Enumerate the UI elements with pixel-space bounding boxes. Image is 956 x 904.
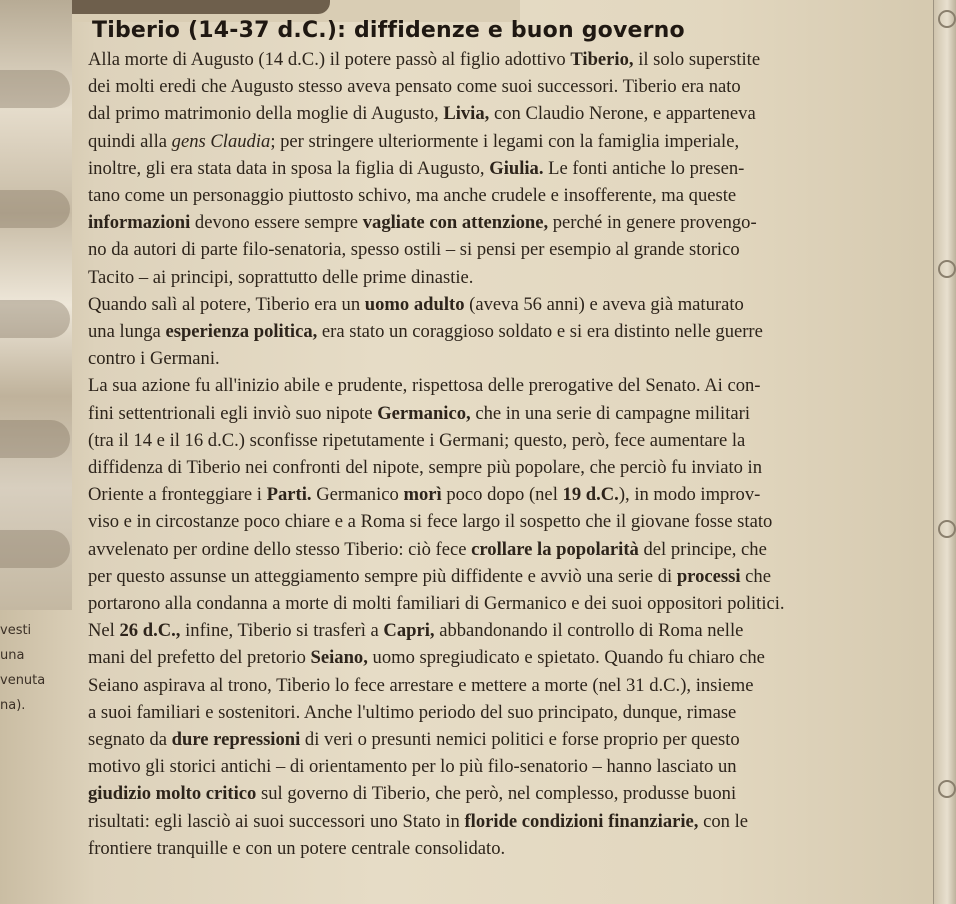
text-line <box>88 291 910 318</box>
text-line <box>88 46 910 73</box>
text-run: inoltre, gli era stata data in sposa la figlia di Augusto, <box>88 157 490 179</box>
sculpture-fold <box>0 530 70 568</box>
text-line <box>88 808 910 835</box>
margin-note-line: na). <box>0 698 26 713</box>
text-line <box>88 372 910 399</box>
text-line <box>88 508 910 535</box>
text-run: poco dopo (nel <box>441 484 563 506</box>
text-line <box>88 672 910 699</box>
text-line <box>88 100 910 127</box>
text-run: Oriente a fronteggiare i <box>88 484 267 506</box>
spiral-ring-icon <box>938 780 956 798</box>
bold-term: Tiberio, <box>570 49 634 70</box>
text-line <box>88 128 910 155</box>
text-run: di veri o presunti nemici politici e forse proprio per questo <box>300 729 740 751</box>
text-run: segnato da <box>88 729 172 751</box>
text-run: che <box>740 565 771 587</box>
bold-term: Germanico, <box>377 402 471 424</box>
text-run: Germanico <box>311 484 404 506</box>
bold-term: giudizio molto critico <box>88 783 257 805</box>
section-title: Tiberio (14-37 d.C.): diffidenze e buon governo <box>92 18 685 43</box>
margin-note-line: una <box>0 648 25 663</box>
text-run: del principe, che <box>638 538 767 560</box>
text-run: era stato un coraggioso soldato e si era distinto nelle guerre <box>317 321 763 343</box>
text-run: Le fonti antiche lo presen- <box>543 157 745 179</box>
text-line <box>88 536 910 563</box>
spiral-ring-icon <box>938 520 956 538</box>
text-line <box>88 481 910 508</box>
text-run: Alla morte di Augusto (14 d.C.) il potere passò al figlio adottivo <box>88 49 571 70</box>
bold-term: informazioni <box>88 212 191 234</box>
bold-term: floride condizioni finanziarie, <box>464 810 699 832</box>
bold-term: processi <box>676 565 741 587</box>
bold-term: dure repressioni <box>171 729 301 751</box>
text-run: per questo assunse un atteggiamento sempre più diffidente e avviò una serie di <box>88 565 677 587</box>
text-run: viso e in circostanze poco chiare e a Roma si fece largo il sospetto che il giovane fosse stato <box>88 511 773 533</box>
text-line <box>88 590 910 617</box>
text-line <box>88 454 910 481</box>
text-line <box>88 318 910 345</box>
margin-note <box>0 618 46 718</box>
text-run: Seiano aspirava al trono, Tiberio lo fece arrestare e mettere a morte (nel 31 d.C.), insieme <box>88 674 754 696</box>
bold-term: Seiano, <box>310 647 368 669</box>
bold-term: Giulia. <box>489 157 544 179</box>
text-run: Quando salì al potere, Tiberio era un <box>88 293 365 315</box>
text-run: che in una serie di campagne militari <box>470 402 750 424</box>
text-line <box>88 182 910 209</box>
bold-term: Livia, <box>443 103 490 125</box>
bold-term: morì <box>403 484 442 506</box>
text-run: a suoi familiari e sostenitori. Anche l'ultimo periodo del suo principato, dunque, rimase <box>88 701 737 723</box>
text-line <box>88 726 910 753</box>
text-run: con Claudio Nerone, e apparteneva <box>489 103 756 125</box>
text-run: tano come un personaggio piuttosto schivo, ma anche crudele e insofferente, ma queste <box>88 185 737 207</box>
text-run: il solo superstite <box>633 49 761 70</box>
sculpture-fold <box>0 190 70 228</box>
text-line <box>88 345 910 372</box>
margin-note-line: vesti <box>0 623 32 638</box>
text-run: La sua azione fu all'inizio abile e prudente, rispettosa delle prerogative del Senato. Ai con- <box>88 375 761 397</box>
text-run: frontiere tranquille e con un potere centrale consolidato. <box>88 837 506 859</box>
text-line <box>88 209 910 236</box>
text-run: ; per stringere ulteriormente i legami con la famiglia imperiale, <box>270 130 740 152</box>
bold-term: vagliate con attenzione, <box>362 212 549 234</box>
bold-term: 26 d.C., <box>119 620 181 642</box>
margin-note-line: venuta <box>0 673 46 688</box>
bold-term: Parti. <box>266 484 312 506</box>
text-line <box>88 753 910 780</box>
text-line <box>88 236 910 263</box>
text-run: risultati: egli lasciò ai suoi successori uno Stato in <box>88 810 465 832</box>
binding-edge <box>933 0 956 904</box>
text-run: dei molti eredi che Augusto stesso aveva pensato come suoi successori. Tiberio era nato <box>88 76 741 98</box>
bold-term: Capri, <box>383 620 435 642</box>
bold-term: 19 d.C. <box>562 484 619 506</box>
text-run: contro i Germani. <box>88 348 220 370</box>
bold-term: uomo adulto <box>364 293 465 315</box>
text-line <box>88 835 910 862</box>
spiral-ring-icon <box>938 260 956 278</box>
text-run: dal primo matrimonio della moglie di Augusto, <box>88 103 444 125</box>
text-run: avvelenato per ordine dello stesso Tiberio: ciò fece <box>88 538 472 560</box>
sculpture-fold <box>0 70 70 108</box>
text-run: quindi alla <box>88 130 172 152</box>
text-run: una lunga <box>88 321 166 343</box>
text-run: motivo gli storici antichi – di orientamento per lo più filo-senatorio – hanno lasciato un <box>88 756 737 778</box>
text-run: no da autori di parte filo-senatoria, spesso ostili – si pensi per esempio al grande storico <box>88 239 740 261</box>
text-line <box>88 264 910 291</box>
sculpture-fold <box>0 420 70 458</box>
spiral-ring-icon <box>938 10 956 28</box>
text-line <box>88 73 910 100</box>
text-run: fini settentrionali egli inviò suo nipote <box>88 402 378 424</box>
text-run: abbandonando il controllo di Roma nelle <box>434 620 744 642</box>
text-line <box>88 400 910 427</box>
text-run: con le <box>698 810 749 832</box>
text-run: sul governo di Tiberio, che però, nel complesso, produsse buoni <box>256 783 737 805</box>
text-line <box>88 780 910 807</box>
text-run: ), in modo improv- <box>618 484 761 506</box>
text-run: perché in genere provengo- <box>548 212 757 234</box>
sculpture-image <box>0 0 72 610</box>
text-run: mani del prefetto del pretorio <box>88 647 311 669</box>
body-text <box>88 46 910 862</box>
text-line <box>88 155 910 182</box>
text-run: infine, Tiberio si trasferì a <box>180 620 384 642</box>
text-run: (aveva 56 anni) e aveva già maturato <box>464 293 744 315</box>
top-banner-band <box>60 0 330 14</box>
bold-term: crollare la popolarità <box>471 538 639 560</box>
text-run: uomo spregiudicato e spietato. Quando fu chiaro che <box>367 647 765 669</box>
text-line <box>88 427 910 454</box>
text-line <box>88 699 910 726</box>
text-run: devono essere sempre <box>190 212 363 234</box>
text-run: portarono alla condanna a morte di molti familiari di Germanico e dei suoi oppositori politici. <box>88 593 785 615</box>
text-run: diffidenza di Tiberio nei confronti del nipote, sempre più popolare, che perciò fu inviato in <box>88 457 763 479</box>
sculpture-fold <box>0 300 70 338</box>
text-run: Nel <box>88 620 120 642</box>
text-line <box>88 617 910 644</box>
text-run: Tacito – ai principi, soprattutto delle prime dinastie. <box>88 266 474 288</box>
text-run: (tra il 14 e il 16 d.C.) sconfisse ripetutamente i Germani; questo, però, fece aumentare la <box>88 429 746 451</box>
italic-term: gens Claudia <box>171 130 271 152</box>
bold-term: esperienza politica, <box>165 321 318 343</box>
text-line <box>88 563 910 590</box>
text-line <box>88 644 910 671</box>
